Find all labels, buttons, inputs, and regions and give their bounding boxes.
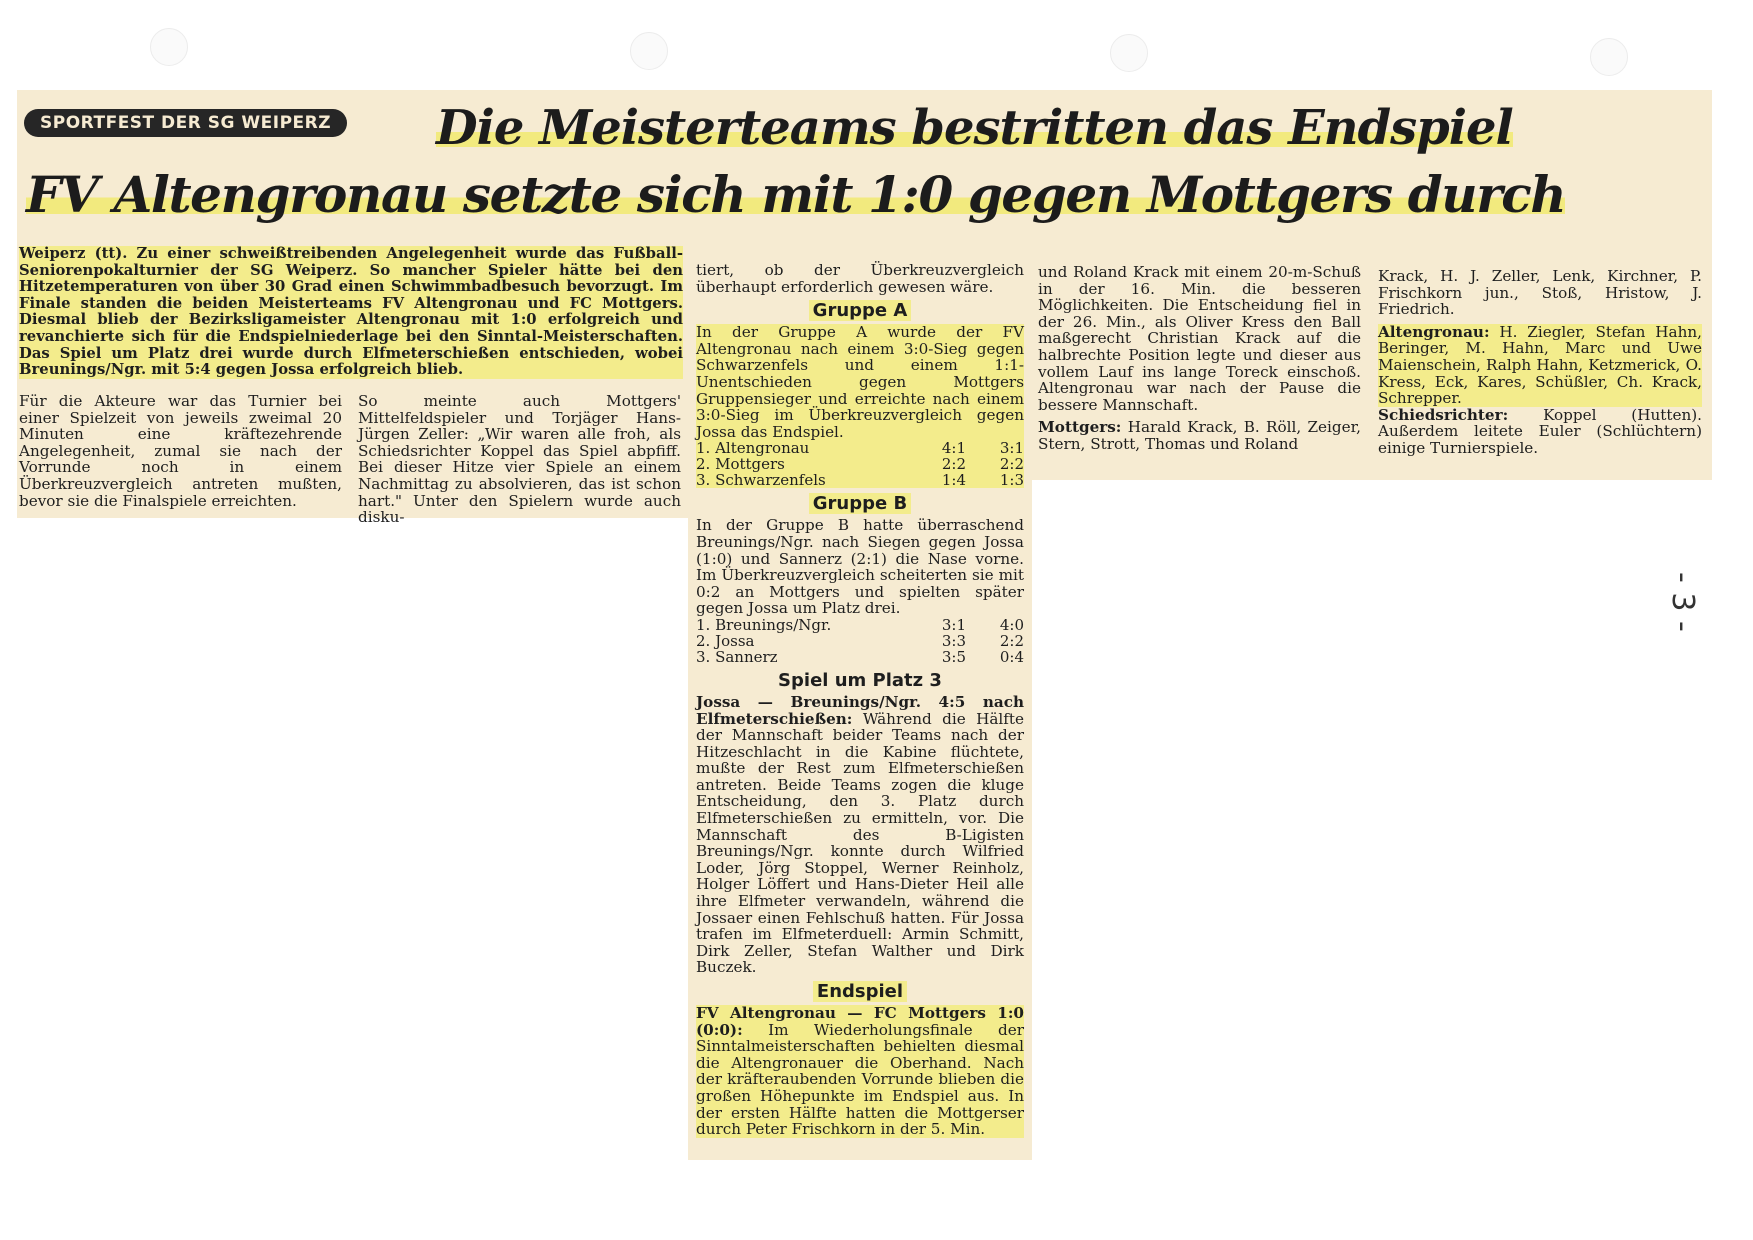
punch-hole	[630, 32, 668, 70]
punch-hole	[150, 28, 188, 66]
subheading-endspiel: Endspiel	[696, 982, 1024, 1002]
punch-hole	[1590, 38, 1628, 76]
column-4-text: und Roland Krack mit einem 20-m-Schuß in der 16. Min. die besseren Möglichkeiten. Die Entscheidung fiel in der 26. Min., als Oliver Kress den Ball maßgerecht Christian Krack auf die halbrechte Position legte und dieser aus vollem Lauf ins lange Toreck einschoß. Altengronau war nach der Pause die bessere Mannschaft.	[1038, 263, 1361, 414]
mottgers-players: Harald Krack, B. Röll, Zeiger, Stern, Strott, Thomas und Roland	[1038, 418, 1361, 453]
article-column-4	[1038, 264, 1361, 453]
column-2-text: So meinte auch Mottgers' Mittelfeldspieler und Torjäger Hans-Jürgen Zeller: „Wir waren alle froh, als Schiedsrichter Koppel das Spiel abpfiff. Bei dieser Hitze vier Spiele an einem Nachmittag zu absolvieren, das ist schon hart." Unter den Spielern wurde auch disku-	[358, 392, 681, 527]
mottgers-lineup	[1038, 419, 1361, 452]
article-column-3	[696, 262, 1024, 1138]
subheading-gruppe-a: Gruppe A	[696, 301, 1024, 321]
headline-line-1: Die Meisterteams bestritten das Endspiel	[436, 100, 1513, 156]
section-kicker: SPORTFEST DER SG WEIPERZ	[24, 109, 347, 137]
endspiel-text: Im Wiederholungsfinale der Sinntalmeisterschaften behielten diesmal die Altengronauer die Oberhand. Nach der kräfteraubenden Vorrunde blieben die großen Höhepunkte im Endspiel aus. In der ersten Hälfte hatten die Mottgerser durch Peter Frischkorn in der 5. Min.	[696, 1020, 1024, 1139]
platz-3-text: Während die Hälfte der Mannschaft beider Teams nach der Hitzeschlacht in die Kabine flüchtete, mußte der Rest zum Elfmeterschießen antreten. Beide Teams zogen die kluge Entscheidung, den 3. Platz durch Elfmeterschießen zu ermitteln, vor. Die Mannschaft des B-Ligisten Breunings/Ngr. konnte durch Wilfried Loder, Jörg Stoppel, Werner Reinholz, Holger Löffert und Hans-Dieter Heil alle ihre Elfmeter verwandeln, während die Jossaer einen Fehlschuß hatten. Für Jossa trafen im Elfmeterduell: Armin Schmitt, Dirk Zeller, Stefan Walther und Dirk Buczek.	[696, 709, 1024, 977]
table-row: 3. Sannerz 3:5 0:4	[696, 647, 1024, 666]
endspiel-lead: FV Altengronau — FC Mottgers 1:0 (0:0):	[696, 1004, 1024, 1039]
referee-text: Koppel (Hutten). Außerdem leitete Euler (Schlüchtern) einige Turnierspiele.	[1378, 405, 1702, 457]
table-row: 1. Altengronau 4:1 3:1	[696, 439, 1024, 458]
mottgers-label: Mottgers:	[1038, 418, 1122, 437]
column-1-text: Für die Akteure war das Turnier bei einer Spielzeit von jeweils zweimal 20 Minuten eine kräftezehrende Angelegenheit, zumal sie nach der Vorrunde noch in einem Überkreuzvergleich antreten mußten, bevor sie die Finalspiele erreichten.	[19, 392, 342, 510]
article-column-1	[19, 393, 342, 509]
subheading-platz-3: Spiel um Platz 3	[778, 669, 942, 691]
gruppe-b-table	[696, 617, 1024, 665]
subheading-gruppe-b: Gruppe B	[696, 494, 1024, 514]
altengronau-lineup	[1378, 324, 1702, 407]
altengronau-label: Altengronau:	[1378, 322, 1490, 341]
table-row: 2. Mottgers 2:2 2:2	[696, 455, 1024, 474]
column-3-intro: tiert, ob der Überkreuzvergleich überhaupt erforderlich gewesen wäre.	[696, 261, 1024, 296]
page-number: - 3 -	[1665, 572, 1700, 632]
table-row: 3. Schwarzenfels 1:4 1:3	[696, 471, 1024, 490]
article-column-5	[1378, 268, 1702, 457]
lead-text: Weiperz (tt). Zu einer schweißtreibenden Angelegenheit wurde das Fußball-Seniorenpokalturnier der SG Weiperz. So mancher Spieler hätte bei den Hitzetemperaturen von über 30 Grad einen Schwimmbadbesuch bevorzugt. Im Finale standen die beiden Meisterteams FV Altengronau und FC Mottgers. Diesmal blieb der Bezirksligameister Altengronau mit 1:0 erfolgreich und revanchierte sich für die Endspielniederlage bei den Sinntal-Meisterschaften. Das Spiel um Platz drei wurde durch Elfmeterschießen entschieden, wobei Breunings/Ngr. mit 5:4 gegen Jossa erfolgreich blieb.	[19, 245, 683, 379]
referee-note	[1378, 407, 1702, 457]
altengronau-players: H. Ziegler, Stefan Hahn, Beringer, M. Hahn, Marc und Uwe Maienschein, Ralph Hahn, Ketzmerick, O. Kress, Eck, Kares, Schüßler, Ch. Krack, Schrepper.	[1378, 322, 1702, 408]
punch-hole	[1110, 34, 1148, 72]
lead-paragraph	[19, 246, 683, 379]
table-row: 2. Jossa 3:3 2:2	[696, 631, 1024, 650]
headline-line-2: FV Altengronau setzte sich mit 1:0 gegen Mottgers durch	[26, 165, 1566, 224]
referee-label: Schiedsrichter:	[1378, 405, 1509, 424]
article-column-2	[358, 393, 681, 526]
gruppe-a-text: In der Gruppe A wurde der FV Altengronau nach einem 3:0-Sieg gegen Schwarzenfels und einem 1:1-Unentschieden gegen Mottgers Gruppensieger und erreichte nach einem 3:0-Sieg im Überkreuzvergleich gegen Jossa das Endspiel.	[696, 323, 1024, 441]
platz-3-paragraph	[696, 694, 1024, 976]
column-5-text: Krack, H. J. Zeller, Lenk, Kirchner, P. Frischkorn jun., Stoß, Hristow, J. Friedrich.	[1378, 267, 1702, 319]
endspiel-paragraph	[696, 1005, 1024, 1138]
table-row: 1. Breunings/Ngr. 3:1 4:0	[696, 615, 1024, 634]
gruppe-b-text: In der Gruppe B hatte überraschend Breunings/Ngr. nach Siegen gegen Jossa (1:0) und Sannerz (2:1) die Nase vorne. Im Überkreuzvergleich scheiterten sie mit 0:2 an Mottgers und spielten später gegen Jossa um Platz drei.	[696, 516, 1024, 618]
platz-3-lead: Jossa — Breunings/Ngr. 4:5 nach Elfmeterschießen:	[696, 692, 1024, 728]
gruppe-a-table	[696, 440, 1024, 488]
